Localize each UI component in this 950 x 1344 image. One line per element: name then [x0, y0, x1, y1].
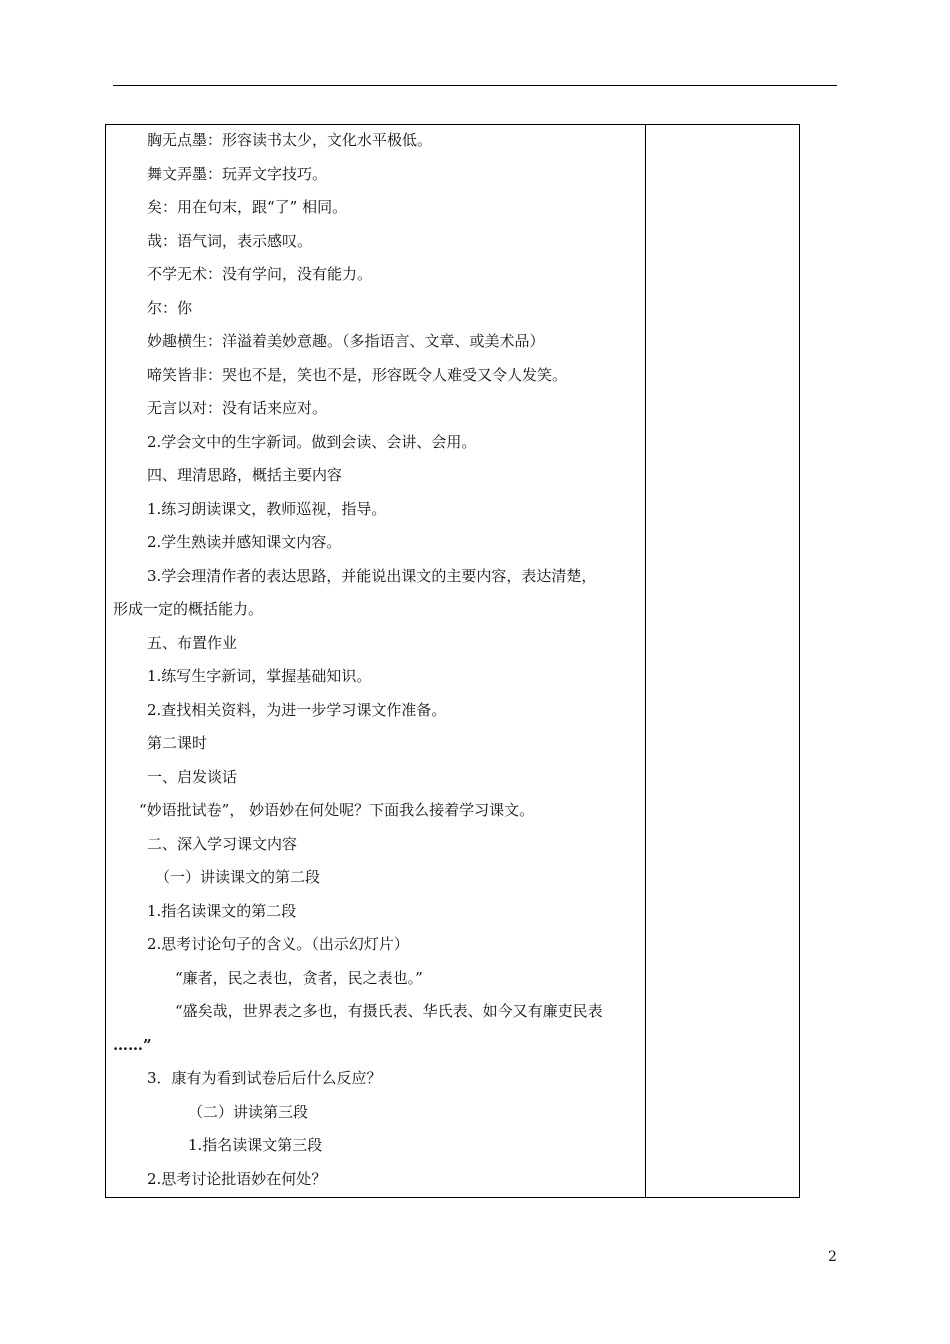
text-line: 3.学会理清作者的表达思路，并能说出课文的主要内容，表达清楚， [147, 566, 597, 585]
text-line: 啼笑皆非：哭也不是，笑也不是，形容既令人难受又令人发笑。 [147, 365, 568, 384]
text-line: 2.查找相关资料，为进一步学习课文作准备。 [147, 700, 447, 719]
table-column-divider [645, 124, 646, 1198]
subsection-heading: （一）讲读课文的第二段 [155, 868, 321, 886]
text-line: 矣：用在句末，跟“了” 相同。 [147, 198, 348, 216]
text-line: 无言以对：没有话来应对。 [147, 399, 328, 417]
text-line: 2.思考讨论句子的含义。（出示幻灯片） [147, 935, 409, 953]
text-line: 不学无术：没有学问，没有能力。 [147, 265, 373, 283]
text-line: “妙语批试卷”， 妙语妙在何处呢？下面我么接着学习课文。 [139, 801, 535, 819]
text-line: 1.指名读课文的第二段 [147, 901, 297, 920]
text-line: 形成一定的概括能力。 [113, 600, 264, 618]
text-line: 3．康有为看到试卷后后什么反应？ [147, 1069, 382, 1087]
quote-line: “盛矣哉，世界表之多也，有摄氏表、华氏表、如今又有廉吏民表 [175, 1002, 603, 1020]
text-line: 2.学生熟读并感知课文内容。 [147, 533, 342, 551]
section-heading: 四、理清思路，概括主要内容 [147, 466, 343, 484]
text-line: 1.练习朗读课文，教师巡视，指导。 [147, 499, 387, 518]
quote-line: “廉者，民之表也，贪者，民之表也。” [175, 968, 423, 987]
page-number: 2 [828, 1249, 837, 1265]
text-line: 妙趣横生：洋溢着美妙意趣。（多指语言、文章、或美术品） [147, 332, 545, 350]
section-heading: 一、启发谈话 [147, 767, 238, 786]
header-rule [113, 85, 837, 86]
text-line: 2.学会文中的生字新词。做到会读、会讲、会用。 [147, 432, 477, 451]
lesson-heading: 第二课时 [147, 734, 208, 752]
text-line: 1.指名读课文第三段 [188, 1136, 323, 1154]
section-heading: 五、布置作业 [147, 633, 238, 652]
lesson-content [113, 124, 641, 1196]
subsection-heading: （二）讲读第三段 [188, 1102, 309, 1121]
text-line: 哉：语气词，表示感叹。 [147, 231, 313, 250]
text-line: 尔：你 [147, 298, 193, 317]
text-line: 2.思考讨论批语妙在何处？ [147, 1169, 327, 1188]
quote-line: ……” [113, 1035, 152, 1054]
text-line: 胸无点墨：形容读书太少，文化水平极低。 [147, 131, 433, 149]
text-line: 舞文弄墨：玩弄文字技巧。 [147, 164, 328, 183]
section-heading: 二、深入学习课文内容 [147, 834, 298, 853]
text-line: 1.练写生字新词，掌握基础知识。 [147, 667, 372, 685]
